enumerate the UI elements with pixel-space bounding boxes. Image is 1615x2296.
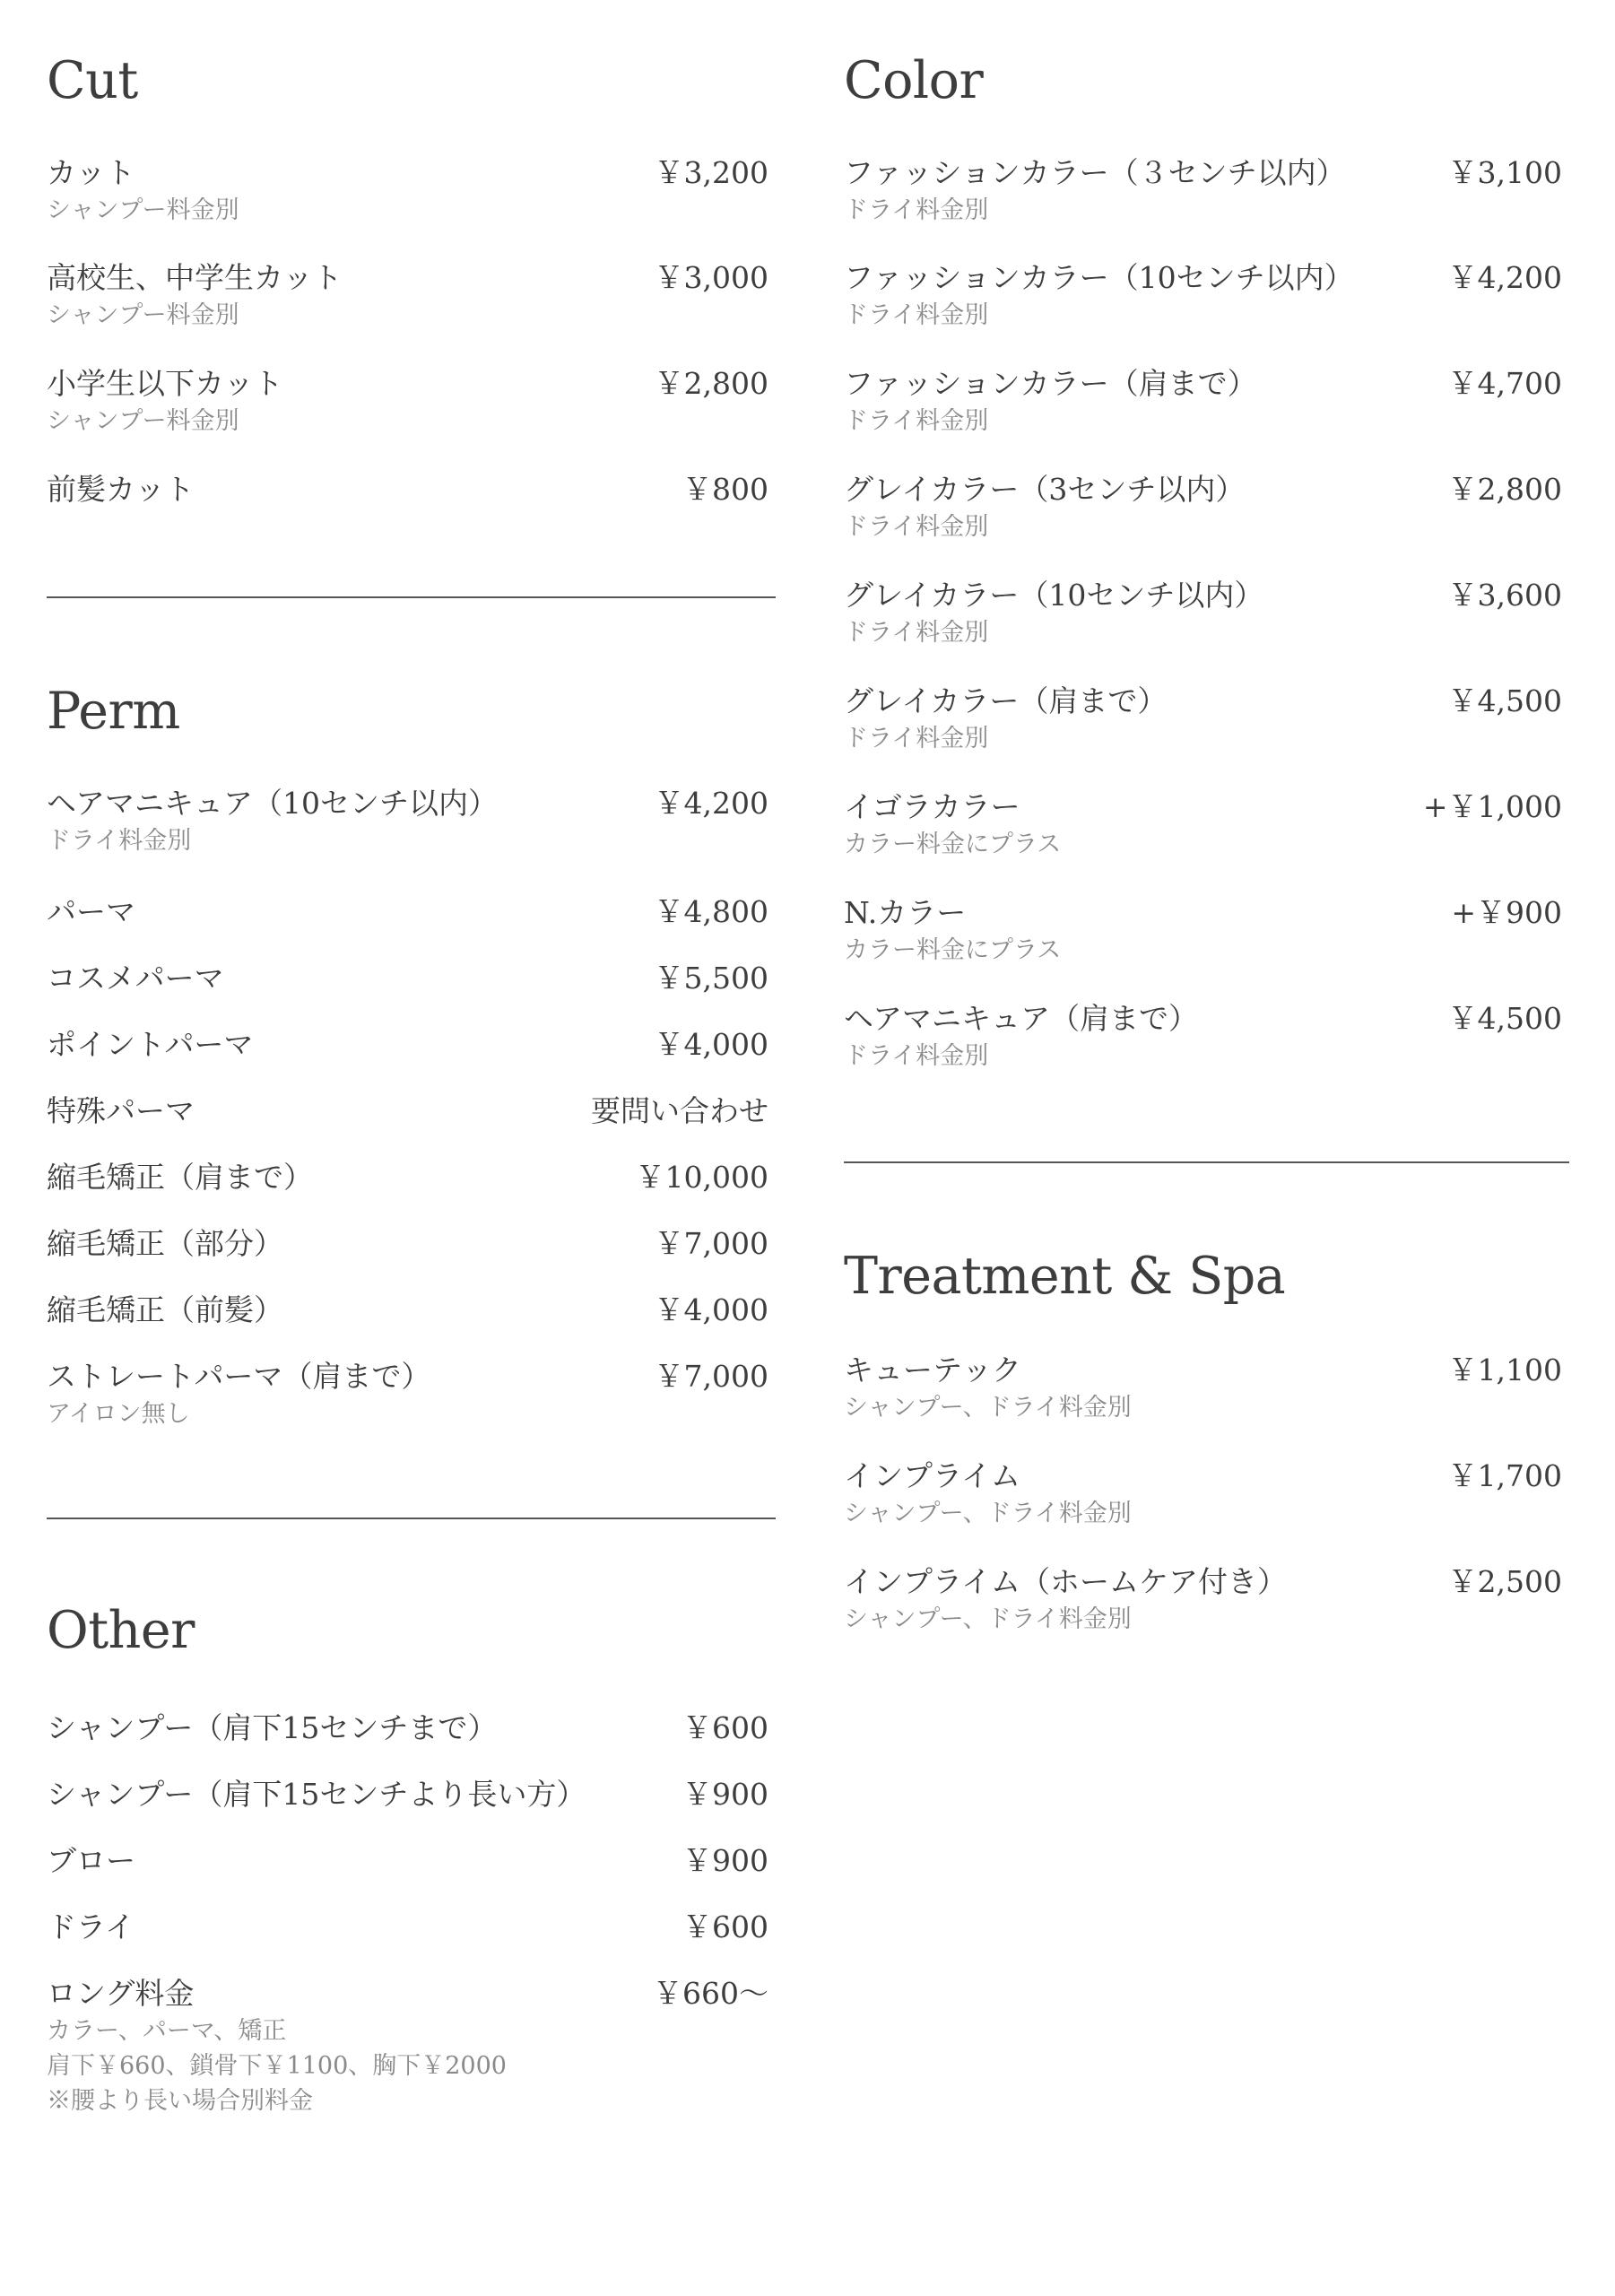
menu-item: [47, 1710, 776, 1746]
menu-item: [47, 1359, 776, 1431]
menu-item: [844, 789, 1569, 862]
item-price: +￥1,000: [1422, 789, 1562, 824]
item-name: グレイカラー（3センチ以内）: [844, 472, 1246, 507]
item-name: ファッションカラー（３センチ以内）: [844, 155, 1346, 190]
item-name: 小学生以下カット: [47, 366, 283, 401]
item-name: グレイカラー（10センチ以内）: [844, 578, 1264, 613]
menu-item: [844, 683, 1569, 756]
item-name: ヘアマニキュア（10センチ以内）: [47, 786, 499, 821]
item-price: ￥7,000: [654, 1226, 768, 1261]
menu-item: [47, 1160, 776, 1196]
item-price: ￥1,700: [1447, 1458, 1562, 1493]
item-note: ※腰より長い場合別料金: [47, 2087, 313, 2115]
item-note: カラー料金にプラス: [844, 831, 1062, 858]
item-note: ドライ料金別: [844, 196, 989, 224]
item-name: ロング料金: [47, 1976, 195, 2011]
item-name: 前髪カット: [47, 472, 195, 507]
item-name: ドライ: [47, 1909, 135, 1944]
menu-item: [47, 1226, 776, 1262]
item-price: ￥4,000: [654, 1027, 768, 1062]
item-name: シャンプー（肩下15センチより長い方）: [47, 1777, 586, 1812]
item-price: ￥7,000: [654, 1359, 768, 1394]
menu-item: [844, 366, 1569, 439]
item-note: ドライ料金別: [47, 827, 192, 855]
item-name: 特殊パーマ: [47, 1093, 195, 1128]
menu-item: [844, 578, 1569, 650]
section-title-cut: Cut: [47, 51, 138, 110]
item-note: ドライ料金別: [844, 407, 989, 435]
item-note: ドライ料金別: [844, 619, 989, 647]
item-price: ￥4,800: [654, 894, 768, 929]
item-note: シャンプー、ドライ料金別: [844, 1605, 1132, 1633]
item-price: ￥600: [682, 1909, 768, 1944]
item-note: アイロン無し: [47, 1400, 190, 1428]
menu-item: [47, 1027, 776, 1063]
menu-item: [47, 472, 776, 508]
item-note: シャンプー料金別: [47, 407, 239, 435]
item-price: ￥660〜: [653, 1976, 768, 2011]
menu-item: [47, 961, 776, 996]
menu-item: [47, 1292, 776, 1328]
item-name: キューテック: [844, 1352, 1021, 1387]
menu-item: [844, 1352, 1569, 1425]
item-name: ポイントパーマ: [47, 1027, 254, 1062]
item-note: ドライ料金別: [844, 725, 989, 752]
item-price: ￥900: [682, 1843, 768, 1878]
menu-item: [844, 1458, 1569, 1531]
item-name: イゴラカラー: [844, 789, 1020, 824]
item-note: 肩下￥660、鎖骨下￥1100、胸下￥2000: [47, 2052, 507, 2080]
item-note: シャンプー料金別: [47, 196, 239, 224]
item-note: カラー料金にプラス: [844, 936, 1062, 964]
item-name: ファッションカラー（10センチ以内）: [844, 260, 1354, 295]
item-name: 縮毛矯正（前髪）: [47, 1292, 283, 1327]
item-price: ￥800: [682, 472, 768, 507]
item-price: ￥5,500: [654, 961, 768, 996]
item-name: パーマ: [47, 894, 135, 929]
item-price: ￥4,200: [654, 786, 768, 821]
menu-item: [844, 260, 1569, 333]
item-price: ￥3,200: [654, 155, 768, 190]
menu-item: [47, 1909, 776, 1945]
menu-item: [47, 894, 776, 930]
item-price: ￥4,500: [1447, 683, 1562, 718]
menu-item: [844, 1564, 1569, 1637]
item-price: 要問い合わせ: [591, 1093, 768, 1128]
item-note: ドライ料金別: [844, 1042, 989, 1070]
item-note: ドライ料金別: [844, 513, 989, 541]
item-note: シャンプー料金別: [47, 301, 239, 329]
item-name: ファッションカラー（肩まで）: [844, 366, 1257, 401]
item-price: ￥4,700: [1447, 366, 1562, 401]
item-price: ￥900: [682, 1777, 768, 1812]
item-price: ￥3,100: [1447, 155, 1562, 190]
section-title-color: Color: [844, 51, 984, 110]
item-name: コスメパーマ: [47, 961, 224, 996]
item-name: N.カラー: [844, 895, 967, 930]
item-note: シャンプー、ドライ料金別: [844, 1394, 1132, 1422]
menu-item: [47, 786, 776, 858]
item-name: ヘアマニキュア（肩まで）: [844, 1001, 1199, 1036]
section-divider: [47, 596, 776, 598]
item-price: ￥4,200: [1447, 260, 1562, 295]
item-name: ブロー: [47, 1843, 135, 1878]
item-price: +￥900: [1451, 895, 1562, 930]
item-price: ￥3,600: [1447, 578, 1562, 613]
item-name: ストレートパーマ（肩まで）: [47, 1359, 431, 1394]
item-name: インプライム（ホームケア付き）: [844, 1564, 1288, 1599]
section-divider: [844, 1161, 1569, 1163]
item-note: シャンプー、ドライ料金別: [844, 1500, 1132, 1527]
item-name: シャンプー（肩下15センチまで）: [47, 1710, 498, 1745]
item-price: ￥4,500: [1447, 1001, 1562, 1036]
item-name: 高校生、中学生カット: [47, 260, 343, 295]
menu-item: [47, 1777, 776, 1813]
menu-item: [47, 260, 776, 333]
item-name: 縮毛矯正（肩まで）: [47, 1160, 313, 1195]
section-title-perm: Perm: [47, 682, 180, 741]
section-title-treatment: Treatment & Spa: [844, 1247, 1286, 1306]
item-price: ￥2,800: [654, 366, 768, 401]
item-price: ￥10,000: [635, 1160, 768, 1195]
menu-item: [844, 895, 1569, 968]
item-price: ￥600: [682, 1710, 768, 1745]
item-price: ￥2,800: [1447, 472, 1562, 507]
item-name: 縮毛矯正（部分）: [47, 1226, 283, 1261]
item-price: ￥4,000: [654, 1292, 768, 1327]
item-name: インプライム: [844, 1458, 1021, 1493]
item-note: ドライ料金別: [844, 301, 989, 329]
menu-item: [844, 1001, 1569, 1074]
menu-item: [47, 1093, 776, 1129]
menu-item: [844, 472, 1569, 544]
item-name: グレイカラー（肩まで）: [844, 683, 1168, 718]
menu-item: [47, 366, 776, 439]
item-price: ￥2,500: [1447, 1564, 1562, 1599]
menu-item: [47, 1843, 776, 1879]
section-divider: [47, 1518, 776, 1519]
item-price: ￥3,000: [654, 260, 768, 295]
item-note: カラー、パーマ、矯正: [47, 2017, 287, 2045]
item-price: ￥1,100: [1447, 1352, 1562, 1387]
menu-item: [47, 1976, 776, 2118]
item-name: カット: [47, 155, 135, 190]
menu-item: [47, 155, 776, 228]
section-title-other: Other: [47, 1601, 195, 1660]
menu-item: [844, 155, 1569, 228]
